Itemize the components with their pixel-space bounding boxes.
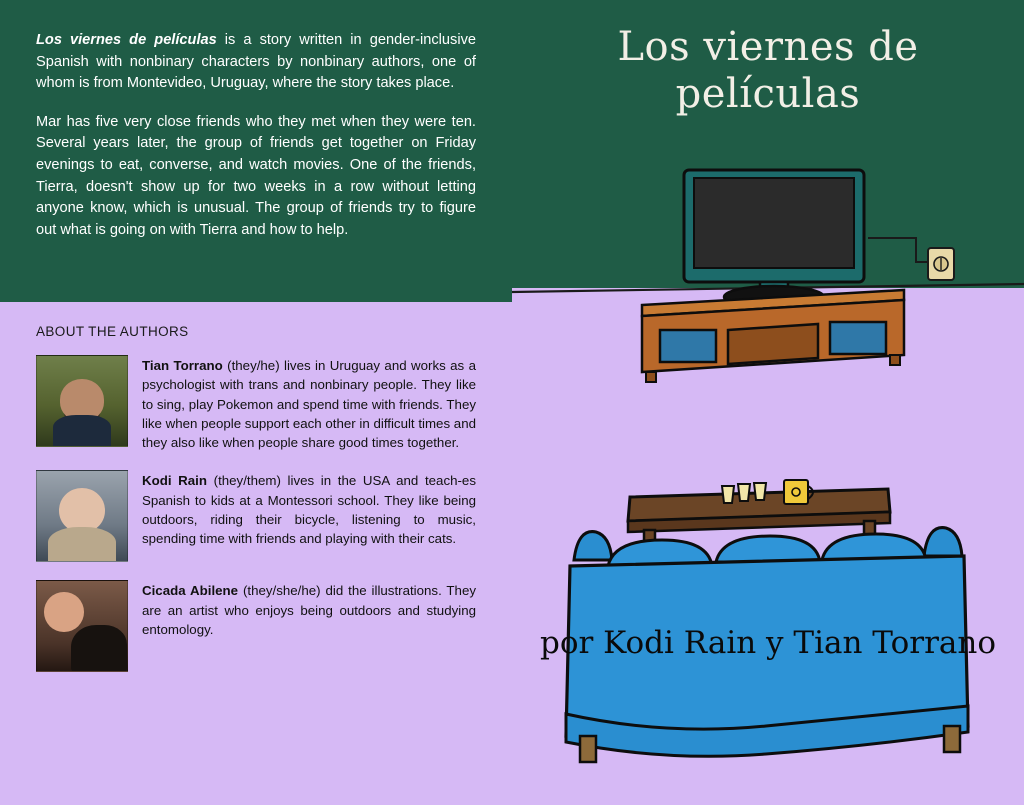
author-entry	[36, 355, 476, 452]
wall-outlet	[928, 248, 954, 280]
author-bio-text: lives in the USA and teach-es Spanish to kids at a Montessori school. They like being outdoors, riding their bicycle, listening to music, spending time with friends and playing with their cats.	[142, 473, 476, 547]
author-name: Kodi Rain	[142, 473, 207, 489]
cover-title	[512, 24, 1024, 118]
cover-title-line-2: películas	[675, 71, 861, 118]
author-bio	[142, 355, 476, 452]
author-bio-text: did the illustrations. They are an artist who enjoys being outdoors and studying entomology.	[142, 583, 476, 637]
about-the-authors-section	[0, 302, 512, 690]
couch-leg	[944, 726, 960, 752]
kodi-rain-photo	[36, 470, 128, 562]
synopsis-block	[0, 0, 512, 302]
author-name: Cicada Abilene	[142, 583, 239, 599]
power-cord	[868, 238, 928, 262]
cover-byline: por Kodi Rain y Tian Torrano	[540, 625, 996, 661]
author-pronouns: (they/she/he)	[238, 583, 321, 599]
couch-leg	[580, 736, 596, 762]
author-bio	[142, 580, 476, 639]
author-entry	[36, 470, 476, 562]
cover-title-line-1: Los viernes de	[617, 24, 919, 70]
authors-heading: ABOUT THE AUTHORS	[36, 324, 189, 339]
front-cover-panel	[512, 0, 1024, 805]
author-pronouns: (they/he)	[222, 358, 280, 373]
living-room-illustration	[512, 0, 1024, 805]
author-entry	[36, 580, 476, 672]
synopsis-paragraph-2: Mar has five very close friends who they met when they were ten. Several years later, the group of friends get together on Friday evenings to eat, converse, and watch movies. One of the friends, Tierra, doesn't show up for two weeks in a row without letting anyone know, which is unusual. The group of friends try to figure out what is going on with Tierra and how to help.	[36, 113, 476, 238]
author-bio-text: lives in Uruguay and works as a psychologist with trans and nonbinary people. They like to sing, play Pokemon and spend time with friends. They like when people support each other in difficult times and they also like when people share good times together.	[142, 358, 476, 451]
mug	[784, 480, 813, 504]
author-pronouns: (they/them)	[207, 473, 281, 489]
book-title-inline: Los viernes de películas	[36, 32, 217, 48]
author-bio	[142, 470, 476, 548]
synopsis-paragraph-1	[36, 30, 476, 95]
cicada-abilene-photo	[36, 580, 128, 672]
tian-torrano-photo	[36, 355, 128, 447]
synopsis-paragraph-1-rest: is a story written in gender-inclusive Spanish with nonbinary characters by nonbinary authors, one of whom is from Montevideo, Uruguay, where the story takes place.	[36, 32, 476, 92]
author-name: Tian Torrano	[142, 358, 223, 373]
